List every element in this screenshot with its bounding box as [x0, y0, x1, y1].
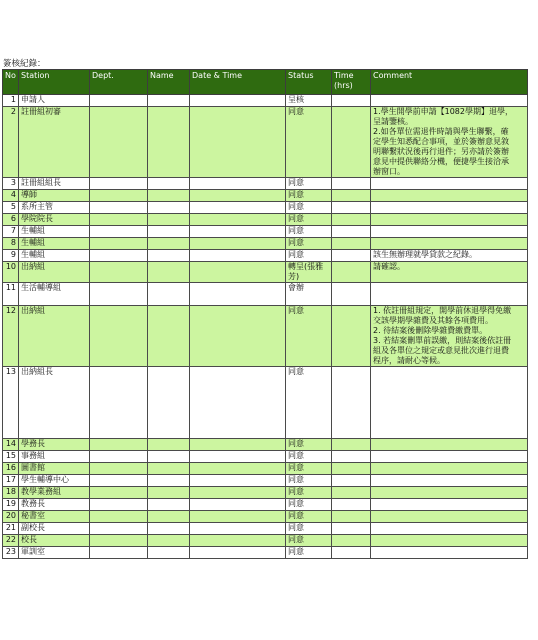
row-no: 7 — [3, 226, 19, 238]
row-time-hrs — [332, 367, 371, 439]
row-name — [148, 250, 190, 262]
row-date-time — [190, 499, 286, 511]
row-time-hrs — [332, 190, 371, 202]
row-station: 系所主管 — [19, 202, 90, 214]
row-time-hrs — [332, 262, 371, 283]
row-dept — [90, 547, 148, 559]
row-comment — [371, 475, 528, 487]
row-name — [148, 190, 190, 202]
col-header-dept: Dept. — [90, 70, 148, 95]
row-name — [148, 475, 190, 487]
row-station: 出納組長 — [19, 367, 90, 439]
row-comment — [371, 226, 528, 238]
row-comment — [371, 95, 528, 107]
row-time-hrs — [332, 499, 371, 511]
table-row — [3, 367, 528, 439]
row-dept — [90, 535, 148, 547]
row-status: 同意 — [286, 511, 332, 523]
row-date-time — [190, 107, 286, 178]
row-time-hrs — [332, 226, 371, 238]
row-date-time — [190, 178, 286, 190]
row-name — [148, 523, 190, 535]
row-status: 同意 — [286, 499, 332, 511]
row-status: 同意 — [286, 523, 332, 535]
row-time-hrs — [332, 202, 371, 214]
row-date-time — [190, 439, 286, 451]
row-name — [148, 214, 190, 226]
table-row — [3, 535, 528, 547]
row-comment: 該生無辦理就學貸款之紀錄。 — [371, 250, 528, 262]
col-header-status: Status — [286, 70, 332, 95]
col-header-station: Station — [19, 70, 90, 95]
row-station: 生輔組 — [19, 226, 90, 238]
row-time-hrs — [332, 95, 371, 107]
row-date-time — [190, 487, 286, 499]
row-dept — [90, 487, 148, 499]
row-name — [148, 178, 190, 190]
row-station: 秘書室 — [19, 511, 90, 523]
row-dept — [90, 178, 148, 190]
col-header-time-hrs: Time (hrs) — [332, 70, 371, 95]
row-station: 軍訓室 — [19, 547, 90, 559]
row-date-time — [190, 511, 286, 523]
row-time-hrs — [332, 487, 371, 499]
table-row — [3, 107, 528, 178]
row-dept — [90, 95, 148, 107]
row-status: 呈核 — [286, 95, 332, 107]
row-no: 2 — [3, 107, 19, 178]
row-comment — [371, 283, 528, 306]
table-row — [3, 283, 528, 306]
table-row — [3, 547, 528, 559]
row-date-time — [190, 262, 286, 283]
row-station: 導師 — [19, 190, 90, 202]
row-comment — [371, 511, 528, 523]
row-station: 事務組 — [19, 451, 90, 463]
row-no: 1 — [3, 95, 19, 107]
row-date-time — [190, 463, 286, 475]
row-no: 11 — [3, 283, 19, 306]
row-station: 學務長 — [19, 439, 90, 451]
row-comment: 1. 依註冊組規定，開學前休退學得免繳 交該學期學雜費及其餘各項費用。 2. 待結案後刪除學雜費繳費單。 3. 若結案刪單前誤繳，則結案後依註冊 組及各單位之規定或意見批次進行退費 程序，請耐心等候。 — [371, 306, 528, 367]
row-date-time — [190, 95, 286, 107]
row-time-hrs — [332, 306, 371, 367]
row-comment — [371, 451, 528, 463]
row-comment — [371, 367, 528, 439]
table-row — [3, 95, 528, 107]
table-row — [3, 178, 528, 190]
row-station: 學生輔導中心 — [19, 475, 90, 487]
row-dept — [90, 214, 148, 226]
row-dept — [90, 190, 148, 202]
row-date-time — [190, 306, 286, 367]
col-header-name: Name — [148, 70, 190, 95]
row-no: 6 — [3, 214, 19, 226]
row-name — [148, 107, 190, 178]
row-station: 學院院長 — [19, 214, 90, 226]
row-date-time — [190, 214, 286, 226]
table-row — [3, 190, 528, 202]
row-status: 同意 — [286, 250, 332, 262]
row-dept — [90, 511, 148, 523]
table-row — [3, 499, 528, 511]
table-row — [3, 262, 528, 283]
row-date-time — [190, 547, 286, 559]
table-row — [3, 214, 528, 226]
row-date-time — [190, 475, 286, 487]
row-status: 轉呈(張雅 芳) — [286, 262, 332, 283]
row-station: 註冊組初審 — [19, 107, 90, 178]
section-title: 簽核紀錄： — [3, 59, 46, 69]
row-time-hrs — [332, 535, 371, 547]
row-no: 17 — [3, 475, 19, 487]
row-comment — [371, 439, 528, 451]
row-name — [148, 499, 190, 511]
row-station: 教務長 — [19, 499, 90, 511]
row-no: 9 — [3, 250, 19, 262]
table-row — [3, 202, 528, 214]
row-time-hrs — [332, 178, 371, 190]
row-station: 校長 — [19, 535, 90, 547]
row-date-time — [190, 190, 286, 202]
row-no: 12 — [3, 306, 19, 367]
table-row — [3, 463, 528, 475]
row-comment — [371, 178, 528, 190]
row-station: 教學業務組 — [19, 487, 90, 499]
row-station: 出納組 — [19, 262, 90, 283]
row-date-time — [190, 283, 286, 306]
row-station: 出納組 — [19, 306, 90, 367]
row-time-hrs — [332, 250, 371, 262]
row-no: 3 — [3, 178, 19, 190]
row-name — [148, 367, 190, 439]
row-no: 8 — [3, 238, 19, 250]
row-comment — [371, 535, 528, 547]
row-no: 13 — [3, 367, 19, 439]
table-row — [3, 250, 528, 262]
row-station: 生輔組 — [19, 250, 90, 262]
row-comment: 請確認。 — [371, 262, 528, 283]
row-name — [148, 95, 190, 107]
row-comment — [371, 487, 528, 499]
row-date-time — [190, 250, 286, 262]
row-station: 生活輔導組 — [19, 283, 90, 306]
row-station: 圖書館 — [19, 463, 90, 475]
row-dept — [90, 238, 148, 250]
row-name — [148, 283, 190, 306]
row-no: 15 — [3, 451, 19, 463]
row-no: 16 — [3, 463, 19, 475]
row-no: 10 — [3, 262, 19, 283]
row-no: 21 — [3, 523, 19, 535]
row-name — [148, 202, 190, 214]
row-time-hrs — [332, 451, 371, 463]
row-dept — [90, 499, 148, 511]
row-name — [148, 238, 190, 250]
row-comment — [371, 463, 528, 475]
table-row — [3, 226, 528, 238]
approval-log-table — [2, 69, 528, 559]
row-status: 同意 — [286, 190, 332, 202]
row-status: 同意 — [286, 214, 332, 226]
row-status: 同意 — [286, 107, 332, 178]
table-row — [3, 451, 528, 463]
row-date-time — [190, 523, 286, 535]
row-status: 同意 — [286, 202, 332, 214]
row-status: 會辦 — [286, 283, 332, 306]
row-name — [148, 547, 190, 559]
row-dept — [90, 250, 148, 262]
row-no: 4 — [3, 190, 19, 202]
row-dept — [90, 107, 148, 178]
col-header-comment: Comment — [371, 70, 528, 95]
row-dept — [90, 439, 148, 451]
row-time-hrs — [332, 523, 371, 535]
row-no: 23 — [3, 547, 19, 559]
col-header-date-time: Date & Time — [190, 70, 286, 95]
row-time-hrs — [332, 463, 371, 475]
row-dept — [90, 367, 148, 439]
row-status: 同意 — [286, 535, 332, 547]
row-date-time — [190, 238, 286, 250]
row-comment — [371, 190, 528, 202]
row-time-hrs — [332, 107, 371, 178]
row-date-time — [190, 226, 286, 238]
row-name — [148, 487, 190, 499]
table-row — [3, 475, 528, 487]
row-dept — [90, 283, 148, 306]
row-comment — [371, 202, 528, 214]
row-comment — [371, 523, 528, 535]
table-row — [3, 523, 528, 535]
row-status: 同意 — [286, 226, 332, 238]
row-name — [148, 262, 190, 283]
table-header-row — [3, 70, 528, 95]
row-dept — [90, 463, 148, 475]
row-no: 5 — [3, 202, 19, 214]
row-comment: 1.學生開學前申請【1082學期】退學， 呈請鑒核。 2.如各單位需退件時請與學生聯繫，確 定學生知悉配合事項，並於簽辦意見敘 明聯繫狀況後再行退件；另亦請於簽辦 意見中提供聯絡分機，便捷學生接洽承 辦窗口。 — [371, 107, 528, 178]
row-name — [148, 511, 190, 523]
row-status: 同意 — [286, 475, 332, 487]
row-time-hrs — [332, 283, 371, 306]
row-time-hrs — [332, 439, 371, 451]
row-dept — [90, 262, 148, 283]
row-status: 同意 — [286, 451, 332, 463]
row-name — [148, 439, 190, 451]
row-no: 19 — [3, 499, 19, 511]
row-no: 22 — [3, 535, 19, 547]
row-time-hrs — [332, 511, 371, 523]
row-no: 20 — [3, 511, 19, 523]
row-dept — [90, 202, 148, 214]
row-status: 同意 — [286, 463, 332, 475]
row-dept — [90, 451, 148, 463]
row-station: 生輔組 — [19, 238, 90, 250]
row-name — [148, 451, 190, 463]
row-name — [148, 535, 190, 547]
table-row — [3, 439, 528, 451]
row-status: 同意 — [286, 306, 332, 367]
table-row — [3, 238, 528, 250]
row-time-hrs — [332, 214, 371, 226]
table-row — [3, 511, 528, 523]
row-dept — [90, 226, 148, 238]
row-status: 同意 — [286, 367, 332, 439]
row-station: 申請人 — [19, 95, 90, 107]
row-time-hrs — [332, 238, 371, 250]
row-status: 同意 — [286, 547, 332, 559]
row-no: 18 — [3, 487, 19, 499]
row-date-time — [190, 367, 286, 439]
row-status: 同意 — [286, 238, 332, 250]
row-comment — [371, 547, 528, 559]
row-time-hrs — [332, 547, 371, 559]
row-station: 副校長 — [19, 523, 90, 535]
table-row — [3, 487, 528, 499]
row-status: 同意 — [286, 439, 332, 451]
row-name — [148, 463, 190, 475]
row-comment — [371, 499, 528, 511]
row-comment — [371, 214, 528, 226]
row-dept — [90, 306, 148, 367]
row-dept — [90, 475, 148, 487]
row-dept — [90, 523, 148, 535]
row-status: 同意 — [286, 178, 332, 190]
row-time-hrs — [332, 475, 371, 487]
row-comment — [371, 238, 528, 250]
row-date-time — [190, 202, 286, 214]
row-date-time — [190, 535, 286, 547]
row-name — [148, 226, 190, 238]
row-name — [148, 306, 190, 367]
table-row — [3, 306, 528, 367]
row-date-time — [190, 451, 286, 463]
row-station: 註冊組組長 — [19, 178, 90, 190]
row-status: 同意 — [286, 487, 332, 499]
col-header-no: No — [3, 70, 19, 95]
row-no: 14 — [3, 439, 19, 451]
